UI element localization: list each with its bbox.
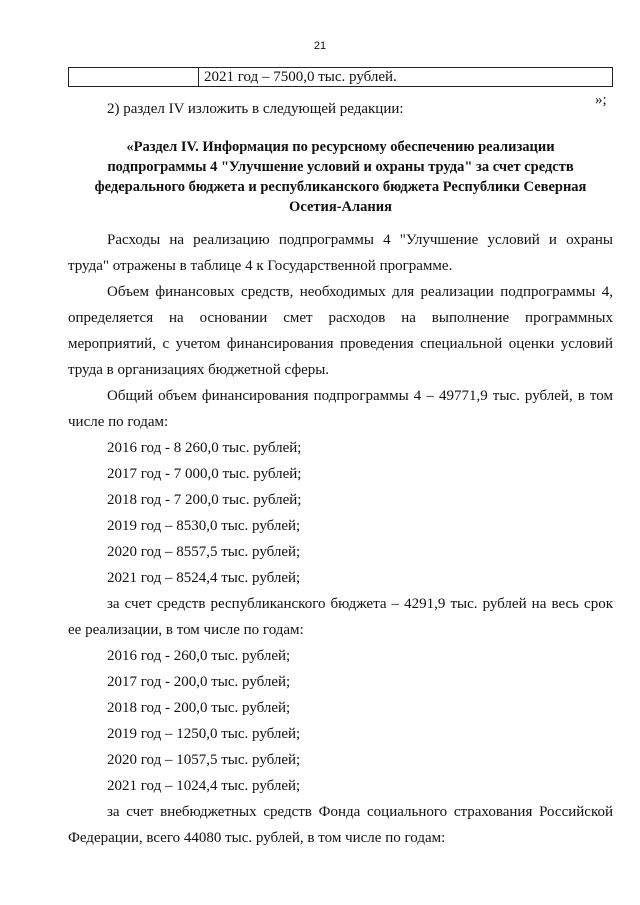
year-item: 2018 год - 7 200,0 тыс. рублей;	[107, 492, 302, 508]
year-item: 2021 год – 1024,4 тыс. рублей;	[107, 778, 301, 794]
year-item: 2016 год - 8 260,0 тыс. рублей;	[107, 440, 302, 456]
paragraph-line: труда в организациях бюджетной сферы.	[68, 362, 330, 378]
heading-line: федерального бюджета и республиканского бюджета Республики Северная	[94, 179, 587, 195]
closing-quote: »;	[595, 92, 607, 108]
paragraph-line: мероприятий, с учетом финансирования проведения специальной оценки условий	[68, 336, 613, 352]
table-cell-value: 2021 год – 7500,0 тыс. рублей.	[199, 68, 613, 87]
table-fragment	[68, 67, 613, 87]
year-item: 2017 год - 7 000,0 тыс. рублей;	[107, 466, 302, 482]
year-item: 2019 год – 8530,0 тыс. рублей;	[107, 518, 301, 534]
table-row	[69, 68, 613, 87]
heading-line: подпрограммы 4 "Улучшение условий и охраны труда" за счет средств	[107, 159, 574, 175]
paragraph-line: Расходы на реализацию подпрограммы 4 "Улучшение условий и охраны	[107, 232, 613, 248]
year-item: 2020 год – 8557,5 тыс. рублей;	[107, 544, 301, 560]
paragraph-line: за счет внебюджетных средств Фонда социального страхования Российской	[107, 804, 613, 820]
paragraph-line: определяется на основании смет расходов на выполнение программных	[68, 310, 613, 326]
paragraph-line: труда" отражены в таблице 4 к Государственной программе.	[68, 258, 453, 274]
heading-line: «Раздел IV. Информация по ресурсному обеспечению реализации	[126, 139, 555, 155]
paragraph-line: за счет средств республиканского бюджета – 4291,9 тыс. рублей на весь срок	[107, 596, 613, 612]
paragraph-line: Общий объем финансирования подпрограммы 4 – 49771,9 тыс. рублей, в том	[107, 388, 613, 404]
year-item: 2020 год – 1057,5 тыс. рублей;	[107, 752, 301, 768]
year-item: 2019 год – 1250,0 тыс. рублей;	[107, 726, 301, 742]
heading-line: Осетия-Алания	[289, 199, 392, 215]
intro-line: 2) раздел IV изложить в следующей редакции:	[107, 101, 404, 117]
table-cell-empty	[69, 68, 199, 87]
paragraph-line: Федерации, всего 44080 тыс. рублей, в том числе по годам:	[68, 830, 446, 846]
year-item: 2021 год – 8524,4 тыс. рублей;	[107, 570, 301, 586]
section-heading	[68, 137, 613, 217]
paragraph-line: числе по годам:	[68, 414, 169, 430]
paragraph-line: ее реализации, в том числе по годам:	[68, 622, 304, 638]
year-item: 2017 год - 200,0 тыс. рублей;	[107, 674, 291, 690]
page-number: 21	[313, 40, 327, 52]
year-item: 2018 год - 200,0 тыс. рублей;	[107, 700, 291, 716]
paragraph-line: Объем финансовых средств, необходимых для реализации подпрограммы 4,	[107, 284, 613, 300]
year-item: 2016 год - 260,0 тыс. рублей;	[107, 648, 291, 664]
